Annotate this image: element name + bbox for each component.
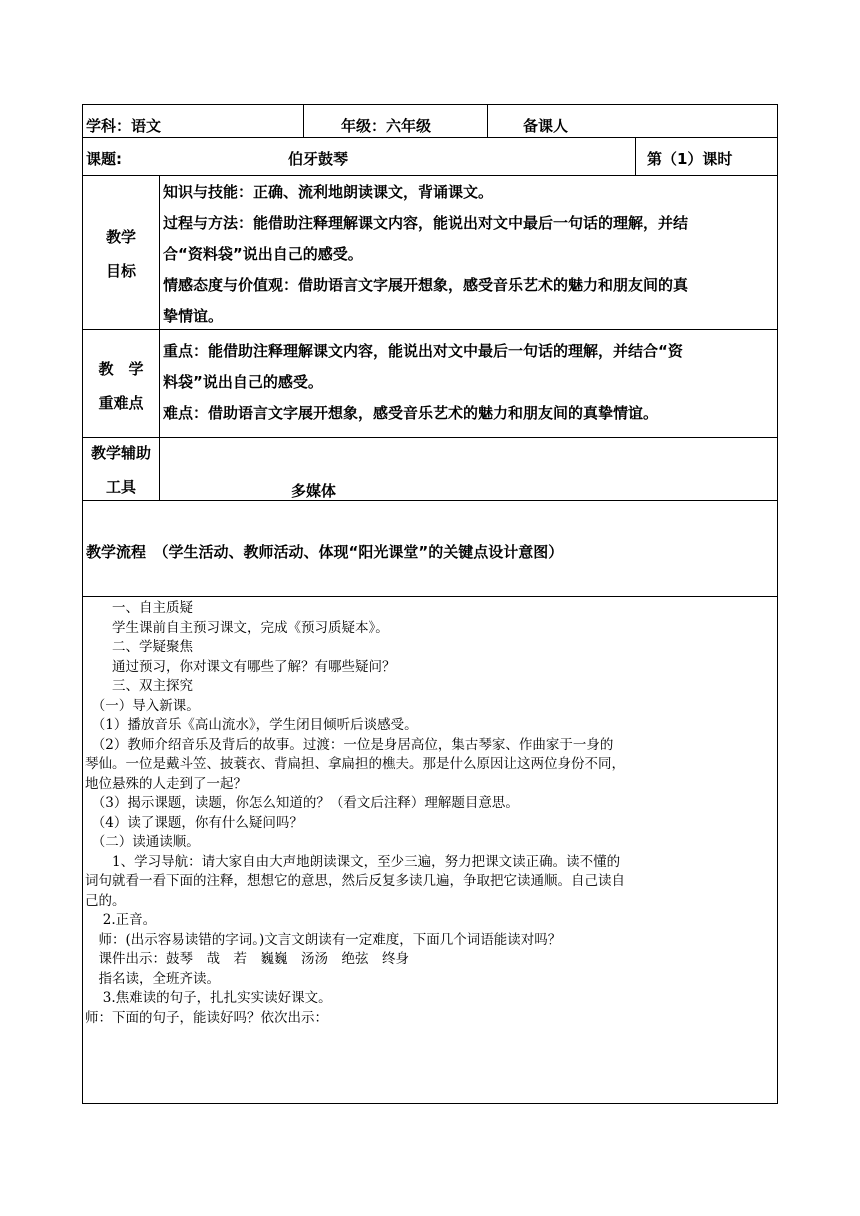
objectives-line: 挚情谊。	[163, 307, 224, 325]
grade-cell: 年级：六年级	[341, 117, 432, 135]
flow-line: 三、双主探究	[85, 678, 193, 694]
flow-line: 一、自主质疑	[85, 600, 193, 616]
objectives-line: 知识与技能：正确、流利地朗读课文，背诵课文。	[163, 183, 494, 201]
key-points-line: 重点：能借助注释理解课文内容，能说出对文中最后一句话的理解，并结合“资	[163, 342, 683, 360]
tools-label-line: 教学辅助	[90, 444, 151, 462]
flow-line: 师：下面的句子，能读好吗？依次出示：	[85, 1009, 328, 1026]
flow-line: 指名读，全班齐读。	[85, 970, 220, 987]
flow-line: 地位悬殊的人走到了一起？	[85, 775, 247, 792]
flow-header-row	[83, 501, 777, 597]
tools-label	[83, 436, 159, 504]
flow-content-row	[83, 597, 777, 1103]
flow-line: （1）播放音乐《高山流水》，学生闭目倾听后谈感受。	[85, 717, 418, 733]
flow-line: （一）导入新课。	[85, 697, 200, 714]
objectives-content	[163, 177, 771, 332]
flow-line: 通过预习，你对课文有哪些了解？有哪些疑问？	[85, 658, 396, 675]
header-row	[83, 105, 777, 138]
lesson-plan-table	[82, 104, 778, 1104]
flow-line: 琴仙。一位是戴斗笠、披蓑衣、背扁担、拿扁担的樵夫。那是什么原因让这两位身份不同，	[85, 756, 625, 772]
flow-line: （3）揭示课题，读题，你怎么知道的？（看文后注释）理解题目意思。	[85, 795, 519, 811]
flow-line: （2）教师介绍音乐及背后的故事。过渡：一位是身居高位，集古琴家、作曲家于一身的	[85, 736, 614, 753]
key-points-row	[83, 330, 777, 438]
flow-line: 词句就看一看下面的注释，想想它的意思，然后反复多读几遍，争取把它读通顺。自己读自	[85, 873, 625, 889]
key-points-line: 料袋”说出自己的感受。	[163, 373, 323, 391]
tools-label-line: 工具	[105, 478, 136, 496]
flow-line: 2.正音。	[85, 912, 157, 928]
objectives-label-line: 目标	[105, 262, 136, 280]
flow-content	[85, 599, 775, 1028]
flow-line: 3.焦难读的句子，扎扎实实读好课文。	[85, 990, 332, 1006]
flow-line: 己的。	[85, 892, 126, 909]
flow-line: （4）读了课题，你有什么疑问吗？	[85, 814, 303, 831]
flow-line: 师：(出示容易读错的字词。)文言文朗读有一定难度，下面几个词语能读对吗？	[85, 931, 562, 948]
key-points-label	[83, 352, 159, 420]
objectives-line: 情感态度与价值观：借助语言文字展开想象，感受音乐艺术的魅力和朋友间的真	[163, 276, 689, 294]
objectives-line: 过程与方法：能借助注释理解课文内容，能说出对文中最后一句话的理解，并结	[163, 214, 689, 232]
title-row	[83, 138, 777, 176]
subject-cell: 学科：语文	[86, 117, 162, 135]
objectives-label-line: 教学	[105, 228, 136, 246]
objectives-line: 合“资料袋”说出自己的感受。	[163, 245, 363, 263]
key-points-label-line: 重难点	[98, 394, 144, 412]
flow-line: 1、学习导航：请大家自由大声地朗读课文，至少三遍，努力把课文读正确。读不懂的	[85, 853, 621, 870]
flow-line: 学生课前自主预习课文，完成《预习质疑本》。	[85, 619, 389, 636]
key-points-content	[163, 336, 771, 429]
objectives-row	[83, 176, 777, 330]
preparer-cell: 备课人	[523, 117, 569, 135]
flow-line: （二）读通读顺。	[85, 834, 200, 850]
lesson-title: 伯牙鼓琴	[288, 150, 349, 168]
flow-line: 课件出示：鼓琴 哉 若 巍巍 汤汤 绝弦 终身	[85, 951, 409, 967]
objectives-label	[83, 220, 159, 288]
tools-row	[83, 438, 777, 501]
tools-value: 多媒体	[291, 482, 337, 500]
title-label: 课题:	[86, 150, 122, 168]
flow-line: 二、学疑聚焦	[85, 639, 193, 655]
period-cell: 第（1）课时	[647, 150, 733, 168]
flow-header: 教学流程 （学生活动、教师活动、体现“阳光课堂”的关键点设计意图）	[86, 543, 564, 561]
key-points-label-line: 教 学	[98, 360, 144, 378]
key-points-line: 难点：借助语言文字展开想象，感受音乐艺术的魅力和朋友间的真挚情谊。	[163, 404, 659, 422]
